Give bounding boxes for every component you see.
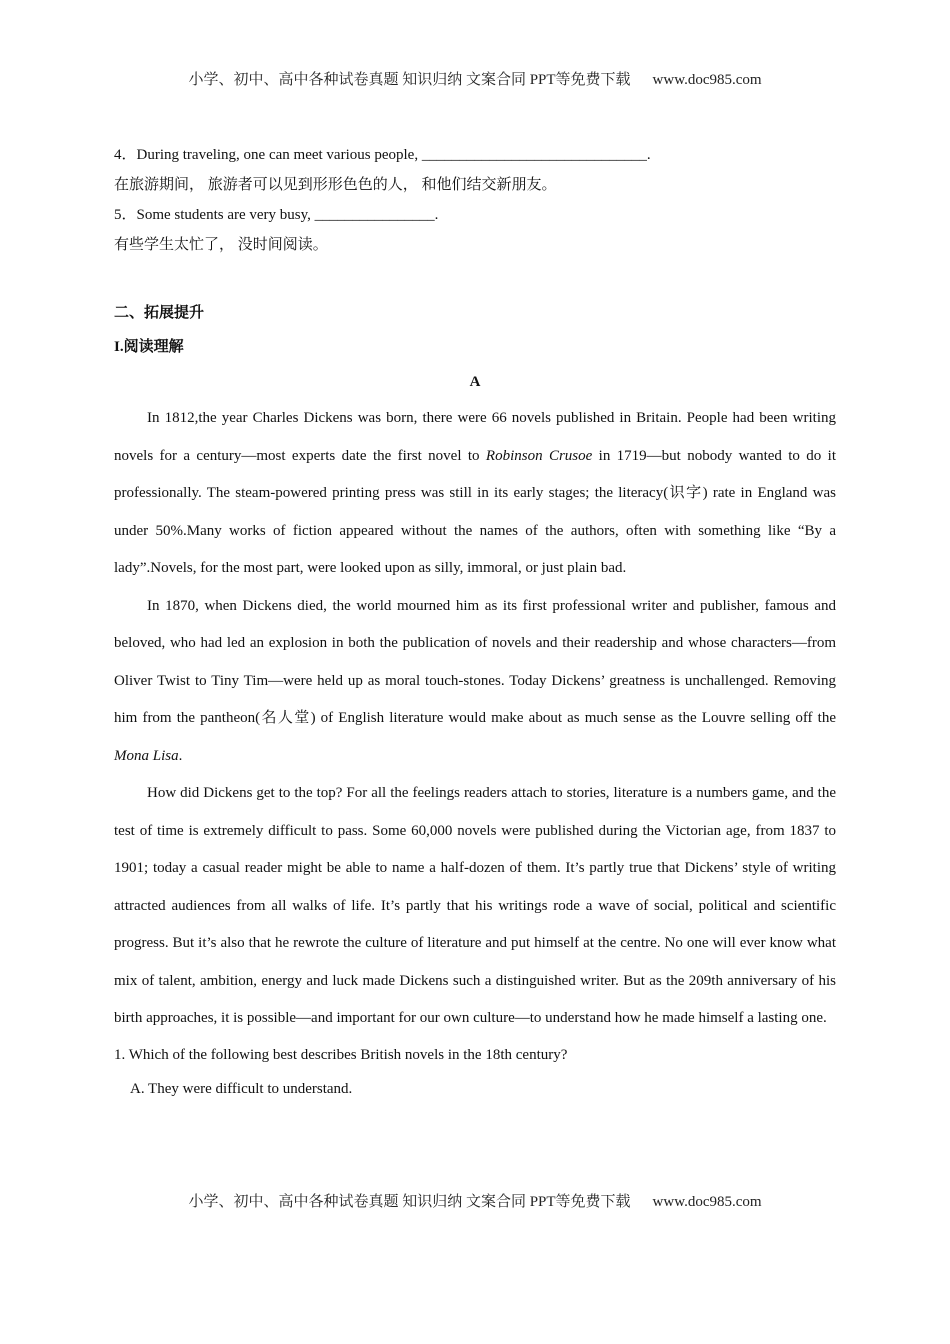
question-1-option-a[interactable]: A. They were difficult to understand.: [130, 1080, 353, 1097]
exercise-5-chinese: 有些学生太忙了， 没时间阅读。: [114, 237, 328, 253]
subsection-title: I.阅读理解: [114, 339, 184, 355]
exercise-4-chinese: 在旅游期间， 旅游者可以见到形形色色的人， 和他们结交新朋友。: [114, 177, 557, 193]
exercise-4-english: 4．During traveling, one can meet various people, ______________________________.: [114, 147, 651, 163]
document-body: [114, 140, 836, 1106]
section-title: 二、拓展提升: [114, 305, 205, 321]
paragraph-3: How did Dickens get to the top? For all the feelings readers attach to stories, literature is a numbers game, and the test of time is extremely difficult to pass. Some 60,000 novels were published during the Victorian age, from 1837 to 1901; today a casual reader might be able to name a half-dozen of them. It’s partly true that Dickens’ style of writing attracted audiences from all walks of life. It’s partly that his writings rode a wave of social, political and scientific progress. But it’s also that he rewrote the culture of literature and put himself at the centre. No one will ever know what mix of talent, ambition, energy and luck made Dickens such a distinguished writer. But as the 209th anniversary of his birth approaches, it is possible—and important for our own culture—to understand how he made himself a lasting one.: [114, 785, 836, 1026]
page-footer: [0, 1190, 950, 1211]
artwork-title-mona-lisa: Mona Lisa: [114, 747, 179, 764]
question-1: 1. Which of the following best describes British novels in the 18th century?: [114, 1046, 568, 1063]
footer-text: 小学、初中、高中各种试卷真题 知识归纳 文案合同 PPT等免费下载: [188, 1194, 631, 1210]
book-title-robinson-crusoe: Robinson Crusoe: [485, 447, 593, 464]
header-text: 小学、初中、高中各种试卷真题 知识归纳 文案合同 PPT等免费下载: [188, 72, 631, 88]
paragraph-1: In 1812,the year Charles Dickens was born, there were 66 novels published in Britain. People had been writing novels for a century—most experts date the first novel to Robinson Crusoe in 1719—but nobody wanted to do it professionally. The steam-powered printing press was still in its early stages; the literacy(识字) rate in England was under 50%.Many works of fiction appeared without the names of the authors, often with something like “By a lady”.Novels, for the most part, were looked upon as silly, immoral, or just plain bad.: [114, 410, 836, 576]
header-url[interactable]: www.doc985.com: [652, 72, 762, 88]
footer-url[interactable]: www.doc985.com: [652, 1194, 762, 1210]
passage-label: A: [469, 374, 481, 390]
page-header: [0, 68, 950, 89]
exercise-5-english: 5．Some students are very busy, ________________.: [114, 207, 439, 223]
paragraph-2: In 1870, when Dickens died, the world mourned him as its first professional writer and publisher, famous and beloved, who had led an explosion in both the publication of novels and their readership and whose characters—from Oliver Twist to Tiny Tim—were held up as moral touch-stones. Today Dickens’ greatness is unchallenged. Removing him from the pantheon(名人堂) of English literature would make about as much sense as the Louvre selling off the Mona Lisa.: [114, 597, 836, 764]
